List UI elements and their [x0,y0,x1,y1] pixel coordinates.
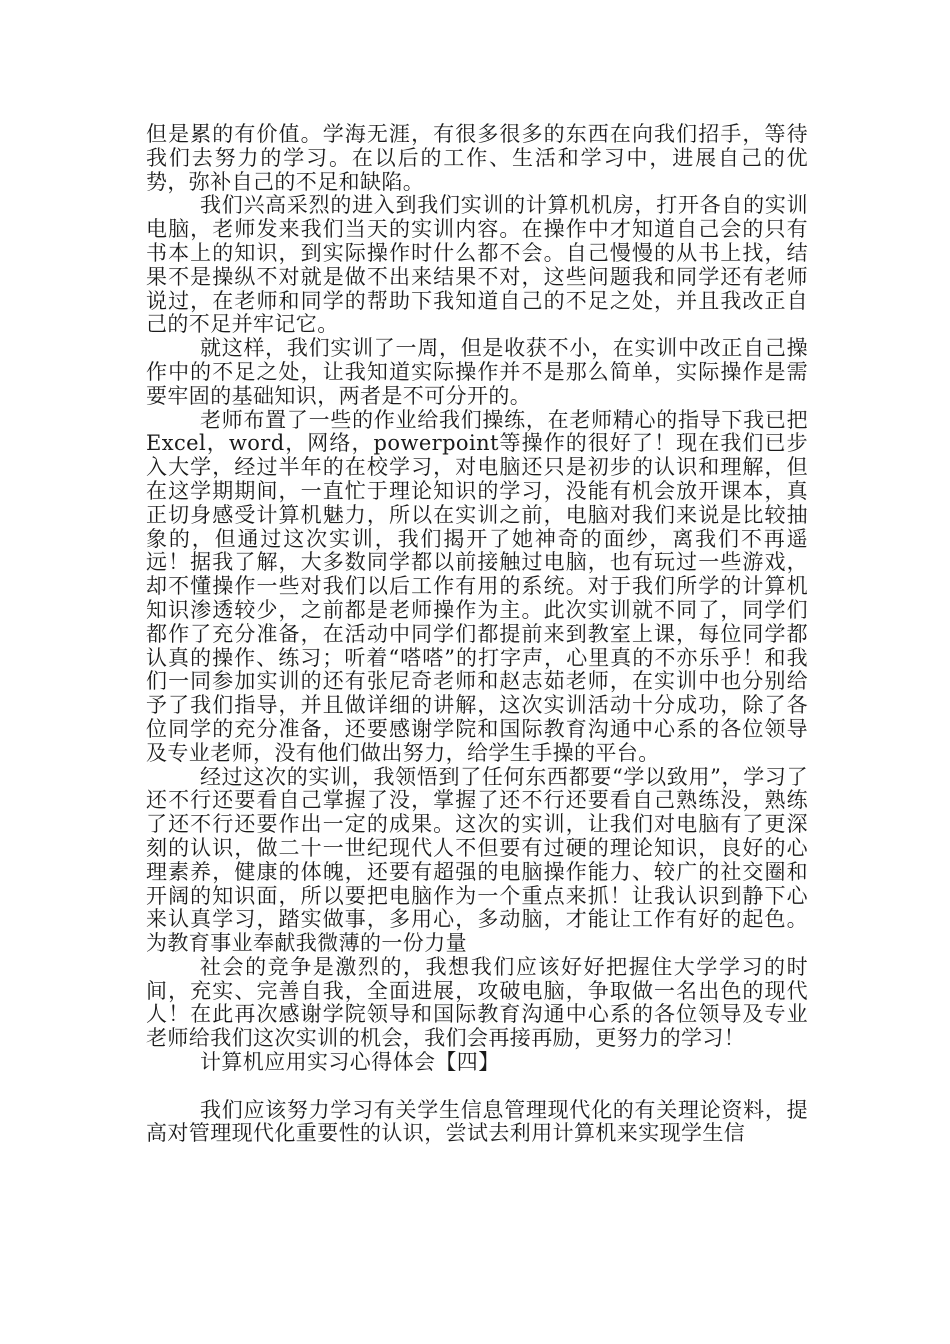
paragraph-assignments: 老师布置了一些的作业给我们操练，在老师精心的指导下我已把Excel，word，网络，powerpoint等操作的很好了！现在我们已步入大学，经过半年的在校学习，对电脑还只是初步的认识和理解，但在这学期期间，一直忙于理论知识的学习，没能有机会放开课本，真正切身感受计算机魅力，所以在实训之前，电脑对我们来说是比较抽象的，但通过这次实训，我们揭开了她神奇的面纱，离我们不再遥远！据我了解，大多数同学都以前接触过电脑，也有玩过一些游戏，却不懂操作一些对我们以后工作有用的系统。对于我们所学的计算机知识渗透较少，之前都是老师操作为主。此次实训就不同了，同学们都作了充分准备，在活动中同学们都提前来到教室上课，每位同学都认真的操作、练习；听着“嗒嗒”的打字声，心里真的不亦乐乎！和我们一同参加实训的还有张尼奇老师和赵志茹老师，在实训中也分别给予了我们指导，并且做详细的讲解，这次实训活动十分成功，除了各位同学的充分准备，还要感谢学院和国际教育沟通中心系的各位领导及专业老师，没有他们做出努力，给学生手操的平台。 [146,407,808,765]
paragraph-competition: 社会的竞争是激烈的，我想我们应该好好把握住大学学习的时间，充实、完善自我，全面进展，攻破电脑，争取做一名出色的现代人！在此再次感谢学院领导和国际教育沟通中心系的各位领导及专业老师给我们这次实训的机会，我们会再接再励，更努力的学习！ [146,954,808,1051]
document-body [146,123,808,1146]
paragraph-final: 我们应该努力学习有关学生信息管理现代化的有关理论资料，提高对管理现代化重要性的认识，尝试去利用计算机来实现学生信 [146,1097,808,1146]
paragraph-learning-by-doing: 经过这次的实训，我领悟到了任何东西都要“学以致用”，学习了还不行还要看自己掌握了没，掌握了还不行还要看自己熟练没，熟练了还不行还要作出一定的成果。这次的实训，让我们对电脑有了更深刻的认识，做二十一世纪现代人不但要有过硬的理论知识，良好的心理素养，健康的体魄，还要有超强的电脑操作能力、较广的社交圈和开阔的知识面，所以要把电脑作为一个重点来抓！让我认识到静下心来认真学习，踏实做事，多用心，多动脑，才能让工作有好的起色。为教育事业奉献我微薄的一份力量 [146,764,808,956]
paragraph-one-week: 就这样，我们实训了一周，但是收获不小，在实训中改正自己操作中的不足之处，让我知道实际操作并不是那么简单，实际操作是需要牢固的基础知识，两者是不可分开的。 [146,336,808,408]
section-heading: 计算机应用实习心得体会【四】 [200,1050,500,1075]
paragraph-continuation: 但是累的有价值。学海无涯，有很多很多的东西在向我们招手，等待我们去努力的学习。在以后的工作、生活和学习中，进展自己的优势，弥补自己的不足和缺陷。 [146,122,808,194]
blank-line [146,1075,808,1099]
paragraph-lab-entry: 我们兴高采烈的进入到我们实训的计算机机房，打开各自的实训电脑，老师发来我们当天的实训内容。在操作中才知道自己会的只有书本上的知识，到实际操作时什么都不会。自己慢慢的从书上找，结果不是操纵不对就是做不出来结果不对，这些问题我和同学还有老师说过，在老师和同学的帮助下我知道自己的不足之处，并且我改正自己的不足并牢记它。 [146,193,808,337]
